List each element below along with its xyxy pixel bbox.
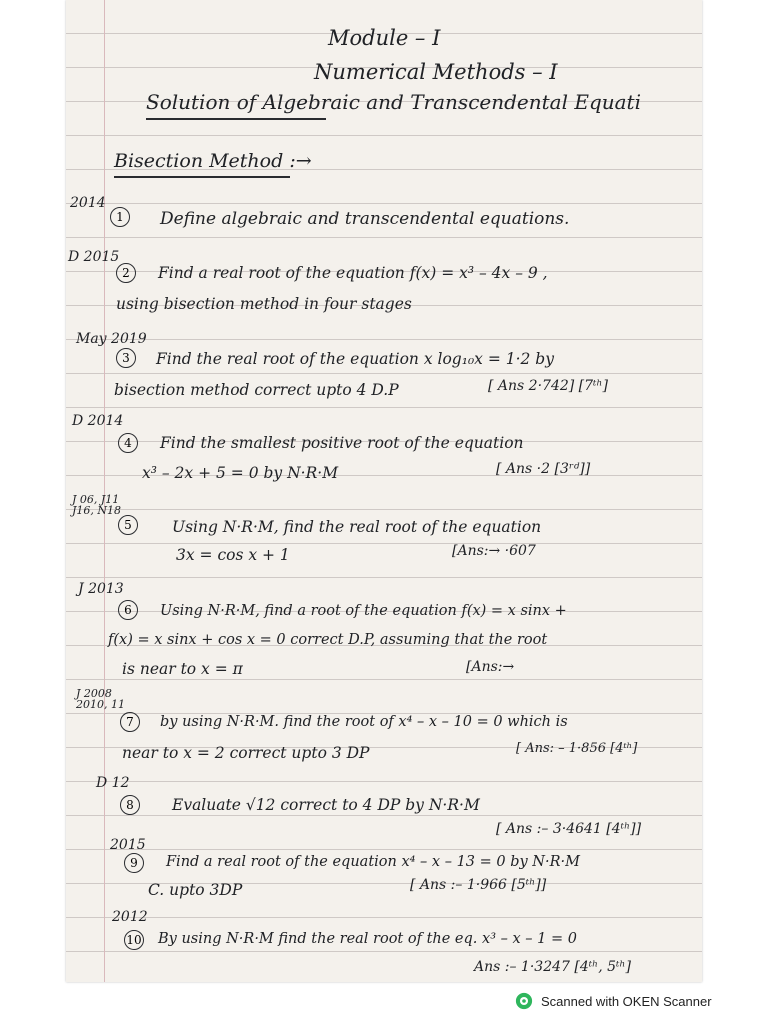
answer-text: [Ans:→ ·607 <box>452 543 536 559</box>
question-number: 7 <box>120 712 140 732</box>
year-tag: 2015 <box>110 837 146 853</box>
year-tag: D 2014 <box>72 413 124 429</box>
question-text: Define algebraic and transcendental equations. <box>160 209 570 229</box>
scanner-footer <box>515 991 712 1011</box>
question-number: 4 <box>118 433 138 453</box>
question-text: by using N·R·M. find the root of x⁴ – x – 10 = 0 which is <box>160 714 568 730</box>
answer-text: [ Ans :– 3·4641 [4ᵗʰ]] <box>496 821 642 837</box>
method-underline <box>114 176 290 178</box>
question-text: bisection method correct upto 4 D.P <box>114 381 399 399</box>
question-number: 6 <box>118 600 138 620</box>
question-text: C. upto 3DP <box>148 881 243 899</box>
year-tag: 2014 <box>70 195 106 211</box>
question-text: Using N·R·M, find a root of the equation f(x) = x sinx + <box>160 603 567 619</box>
year-tag: D 2015 <box>68 249 120 265</box>
question-number: 10 <box>124 930 144 950</box>
question-text: By using N·R·M find the real root of the eq. x³ – x – 1 = 0 <box>158 931 577 947</box>
margin-line <box>104 0 105 982</box>
question-text: Find the smallest positive root of the equation <box>160 434 524 452</box>
question-text: Evaluate √12 correct to 4 DP by N·R·M <box>172 796 480 814</box>
question-number: 3 <box>116 348 136 368</box>
question-text: x³ – 2x + 5 = 0 by N·R·M <box>142 464 339 482</box>
year-tag: 2012 <box>112 909 148 925</box>
answer-text: [ Ans: – 1·856 [4ᵗʰ] <box>516 741 638 756</box>
question-text: Find the real root of the equation x log₁₀x = 1·2 by <box>156 350 554 368</box>
answer-text: [ Ans 2·742] [7ᵗʰ] <box>488 378 609 394</box>
topic-title: Solution of Algebraic and Transcendental Equati <box>146 90 641 114</box>
question-text: near to x = 2 correct upto 3 DP <box>122 744 370 762</box>
question-number: 5 <box>118 515 138 535</box>
oken-logo-icon <box>515 992 533 1010</box>
answer-text: Ans :– 1·3247 [4ᵗʰ, 5ᵗʰ] <box>474 959 632 975</box>
scanner-footer-text: Scanned with OKEN Scanner <box>541 993 712 1009</box>
question-number: 9 <box>124 853 144 873</box>
subject-title: Numerical Methods – I <box>314 60 558 84</box>
module-title: Module – I <box>328 26 441 50</box>
question-text: Find a real root of the equation f(x) = x³ – 4x – 9 , <box>158 264 548 282</box>
question-text: f(x) = x sinx + cos x = 0 correct D.P, assuming that the root <box>108 632 548 648</box>
question-number: 2 <box>116 263 136 283</box>
method-heading: Bisection Method :→ <box>114 150 312 172</box>
year-tag: D 12 <box>96 775 130 791</box>
answer-text: [Ans:→ <box>466 659 515 675</box>
answer-text: [ Ans :– 1·966 [5ᵗʰ]] <box>410 877 547 893</box>
year-tag: J 2013 <box>78 581 124 597</box>
topic-underline <box>146 118 326 120</box>
year-tag: J 2008 2010, 11 <box>76 687 125 711</box>
question-text: is near to x = π <box>122 660 243 678</box>
year-tag: May 2019 <box>76 331 147 347</box>
question-number: 8 <box>120 795 140 815</box>
question-number: 1 <box>110 207 130 227</box>
notebook-page <box>66 0 702 982</box>
answer-text: [ Ans ·2 [3ʳᵈ]] <box>496 461 591 477</box>
year-tag: J 06, J11 J16, N18 <box>72 493 122 517</box>
question-text: using bisection method in four stages <box>116 295 412 313</box>
question-text: Find a real root of the equation x⁴ – x – 13 = 0 by N·R·M <box>166 854 580 870</box>
question-text: 3x = cos x + 1 <box>176 546 290 564</box>
question-text: Using N·R·M, find the real root of the equation <box>172 518 542 536</box>
